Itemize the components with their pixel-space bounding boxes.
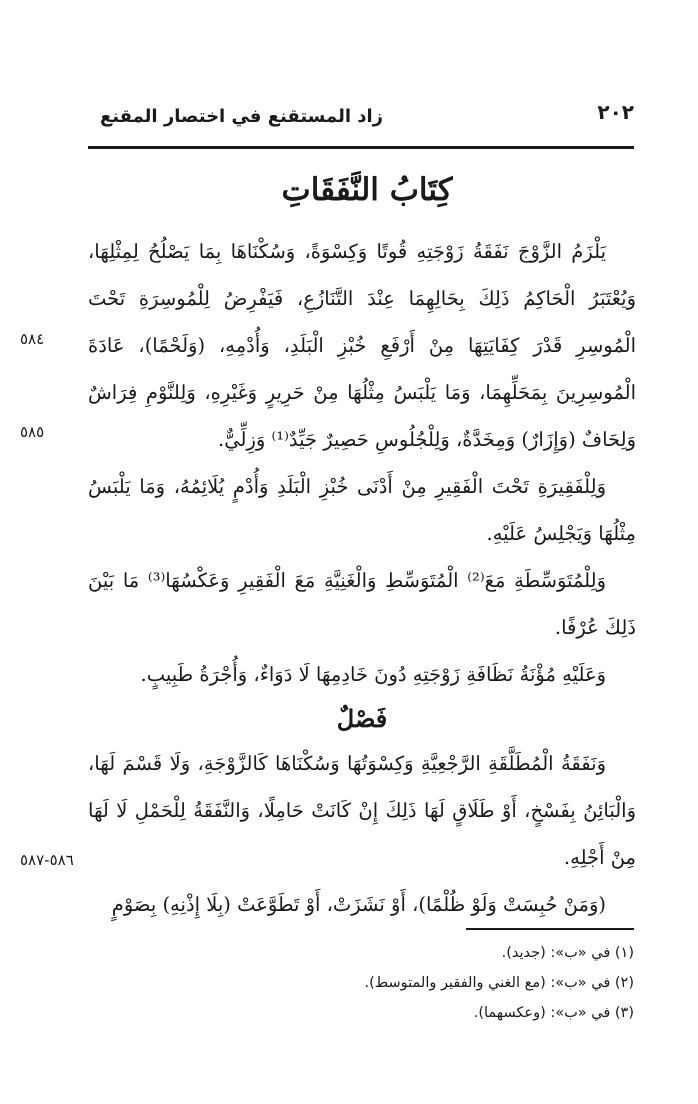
paragraph: وَنَفَقَةُ الْمُطَلَّقَةِ الرَّجْعِيَّةِ وَكِسْوَتُهَا وَسُكْنَاهَا كَالزَّوْجَةِ، وَلَا قَسْمَ لَهَا، وَالْبَائِنُ بِفَسْخٍ، أَوْ طَلَاقٍ لَهَا ذَلِكَ إِنْ كَانَتْ حَامِلًا، وَالنَّفَقَةُ لِلْحَمْلِ لَا لَهَا مِنْ أَجْلِهِ. (88, 752, 636, 869)
footnote: (٣) في «ب»: (وعكسهما). (473, 1005, 634, 1021)
paragraph: وَلِلْمُتَوَسِّطَةِ مَعَ⁽²⁾ الْمُتَوَسِّطِ وَالْغَنِيَّةِ مَعَ الْفَقِيرِ وَعَكْسُهَا⁽³⁾ مَا بَيْنَ ذَلِكَ عُرْفًا. (88, 569, 636, 639)
footnote: (٢) في «ب»: (مع الغني والفقير والمتوسط). (364, 975, 634, 991)
page-header (100, 100, 634, 140)
footnotes (100, 938, 634, 1028)
paragraph: وَعَلَيْهِ مُؤْنَةُ نَظَافَةِ زَوْجَتِهِ دُونَ خَادِمِهَا لَا دَوَاءٌ، وَأُجْرَةُ طَبِيبٍ. (140, 663, 606, 686)
body-text (88, 228, 636, 928)
paragraph: (وَمَنْ حُبِسَتْ وَلَوْ ظُلْمًا)، أَوْ نَشَزَتْ، أَوْ تَطَوَّعَتْ (بِلَا إِذْنِهِ) بِصَوْمٍ (111, 893, 606, 916)
margin-ref: ٥٨٤ (20, 330, 45, 348)
page-number: ٢٠٢ (597, 100, 634, 124)
running-title: زاد المستقنع في اختصار المقنع (100, 106, 384, 127)
footnote-rule (466, 928, 634, 930)
footnote: (١) في «ب»: (جديد). (501, 945, 634, 961)
paragraph: يَلْزَمُ الزَّوْجَ نَفَقَةُ زَوْجَتِهِ قُوتًا وَكِسْوَةً، وَسُكْنَاهَا بِمَا يَصْلُحُ لِمِثْلِهَا، وَيُعْتَبَرُ الْحَاكِمُ ذَلِكَ بِحَالِهِمَا عِنْدَ التَّنَازُعِ، فَيَفْرِضُ لِلْمُوسِرَةِ تَحْتَ الْمُوسِرِ قَدْرَ كِفَايَتِهَا مِنْ أَرْفَعِ خُبْزِ الْبَلَدِ، وَأُدْمِهِ، (وَلَحْمًا)، عَادَةَ الْمُوسِرِينَ بِمَحَلِّهِمَا، وَمَا يَلْبَسُ مِثْلُهَا مِنْ حَرِيرٍ وَغَيْرِهِ، وَلِلنَّوْمِ فِرَاشٌ وَلِحَافٌ (وَإِزَارٌ) وَمِخَدَّةٌ، وَلِلْجُلُوسِ حَصِيرٌ جَيِّدٌ⁽¹⁾ وَزِلِّيٌّ. (88, 240, 636, 451)
header-rule (88, 146, 634, 149)
chapter-title: كِتَابُ النَّفَقَاتِ (281, 172, 453, 208)
paragraph: وَلِلْفَقِيرَةِ تَحْتَ الْفَقِيرِ مِنْ أَدْنَى خُبْزِ الْبَلَدِ وَأُدْمٍ يُلَائِمُهُ، وَمَا يَلْبَسُ مِثْلُهَا وَيَجْلِسُ عَلَيْهِ. (88, 475, 636, 545)
margin-ref: ٥٨٦-٥٨٧ (20, 851, 74, 869)
margin-ref: ٥٨٥ (20, 423, 45, 441)
section-title: فَصْلٌ (336, 704, 388, 733)
